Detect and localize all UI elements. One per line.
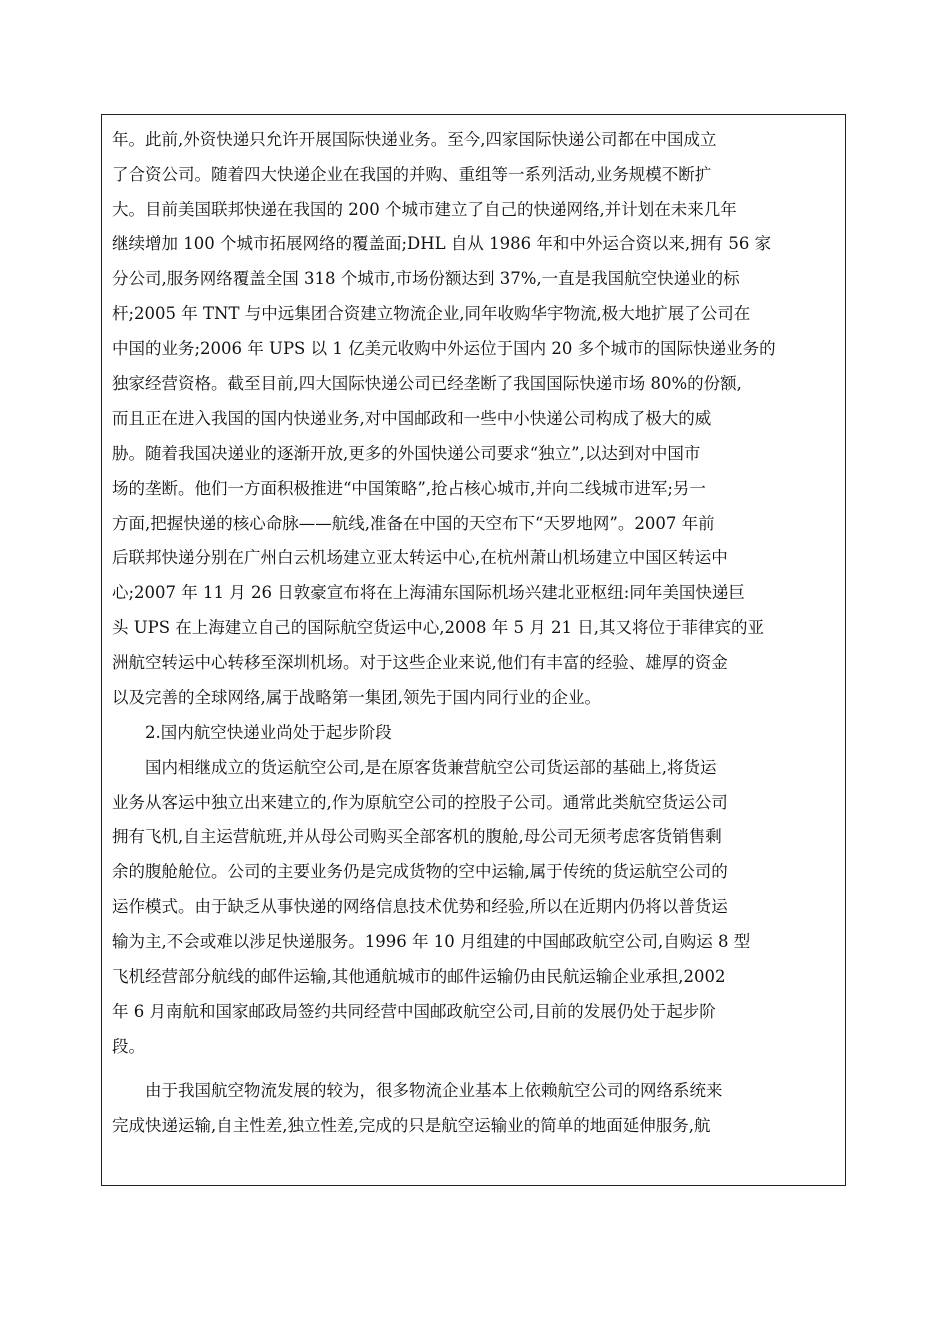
text-line: 飞机经营部分航线的邮件运输,其他通航城市的邮件运输仍由民航运输企业承担,2002 bbox=[112, 967, 726, 986]
text-line: 头 UPS 在上海建立自己的国际航空货运中心,2008 年 5 月 21 日,其又将位于菲律宾的亚 bbox=[112, 618, 764, 637]
text-line: 余的腹舱舱位。公司的主要业务仍是完成货物的空中运输,属于传统的货运航空公司的 bbox=[112, 862, 728, 881]
text-line: 段。 bbox=[112, 1037, 145, 1056]
section-heading: 2.国内航空快递业尚处于起步阶段 bbox=[112, 723, 392, 742]
text-line: 年 6 月南航和国家邮政局签约共同经营中国邮政航空公司,目前的发展仍处于起步阶 bbox=[112, 1002, 716, 1021]
text-line: 独家经营资格。截至目前,四大国际快递公司已经垄断了我国国际快递市场 80%的份额, bbox=[112, 374, 742, 393]
text-line: 运作模式。由于缺乏从事快递的网络信息技术优势和经验,所以在近期内仍将以普货运 bbox=[112, 897, 728, 916]
text-line: 场的垄断。他们一方面积极推进“中国策略”,抢占核心城市,并向二线城市进军;另一 bbox=[112, 479, 706, 498]
text-line: 以及完善的全球网络,属于战略第一集团,领先于国内同行业的企业。 bbox=[112, 688, 601, 707]
text-line: 完成快递运输,自主性差,独立性差,完成的只是航空运输业的简单的地面延伸服务,航 bbox=[112, 1116, 711, 1135]
text-line: 大。目前美国联邦快递在我国的 200 个城市建立了自己的快递网络,并计划在未来几年 bbox=[112, 200, 737, 219]
text-line: 分公司,服务网络覆盖全国 318 个城市,市场份额达到 37%,一直是我国航空快递业的标 bbox=[112, 269, 740, 288]
text-line: 继续增加 100 个城市拓展网络的覆盖面;DHL 自从 1986 年和中外运合资以来,拥有 56 家 bbox=[112, 234, 772, 253]
text-line: 洲航空转运中心转移至深圳机场。对于这些企业来说,他们有丰富的经验、雄厚的资金 bbox=[112, 653, 728, 672]
text-line: 由于我国航空物流发展的较为，很多物流企业基本上依赖航空公司的网络系统来 bbox=[112, 1081, 723, 1100]
text-line: 业务从客运中独立出来建立的,作为原航空公司的控股子公司。通常此类航空货运公司 bbox=[112, 793, 728, 812]
text-line: 拥有飞机,自主运营航班,并从母公司购买全部客机的腹舱,母公司无须考虑客货销售剩 bbox=[112, 827, 722, 846]
document-frame bbox=[101, 114, 846, 1186]
text-line: 心;2007 年 11 月 26 日敦豪宣布将在上海浦东国际机场兴建北亚枢纽:同年美国快递巨 bbox=[112, 583, 745, 602]
text-line: 胁。随着我国决递业的逐渐开放,更多的外国快递公司要求“独立”,以达到对中国市 bbox=[112, 444, 701, 463]
text-line: 国内相继成立的货运航空公司,是在原客货兼营航空公司货运部的基础上,将货运 bbox=[112, 758, 717, 777]
text-line: 方面,把握快递的核心命脉——航线,准备在中国的天空布下“天罗地网”。2007 年前 bbox=[112, 514, 715, 533]
text-line: 输为主,不会或难以涉足快递服务。1996 年 10 月组建的中国邮政航空公司,自购运 8 型 bbox=[112, 932, 751, 951]
text-line: 而且正在进入我国的国内快递业务,对中国邮政和一些中小快递公司构成了极大的威 bbox=[112, 409, 712, 428]
text-line: 杆;2005 年 TNT 与中远集团合资建立物流企业,同年收购华宇物流,极大地扩展了公司在 bbox=[112, 304, 751, 323]
text-line: 后联邦快递分别在广州白云机场建立亚太转运中心,在杭州萧山机场建立中国区转运中 bbox=[112, 548, 728, 567]
text-line: 中国的业务;2006 年 UPS 以 1 亿美元收购中外运位于国内 20 多个城市的国际快递业务的 bbox=[112, 339, 776, 358]
text-line: 年。此前,外资快递只允许开展国际快递业务。至今,四家国际快递公司都在中国成立 bbox=[112, 130, 717, 149]
text-line: 了合资公司。随着四大快递企业在我国的并购、重组等一系列活动,业务规模不断扩 bbox=[112, 165, 712, 184]
